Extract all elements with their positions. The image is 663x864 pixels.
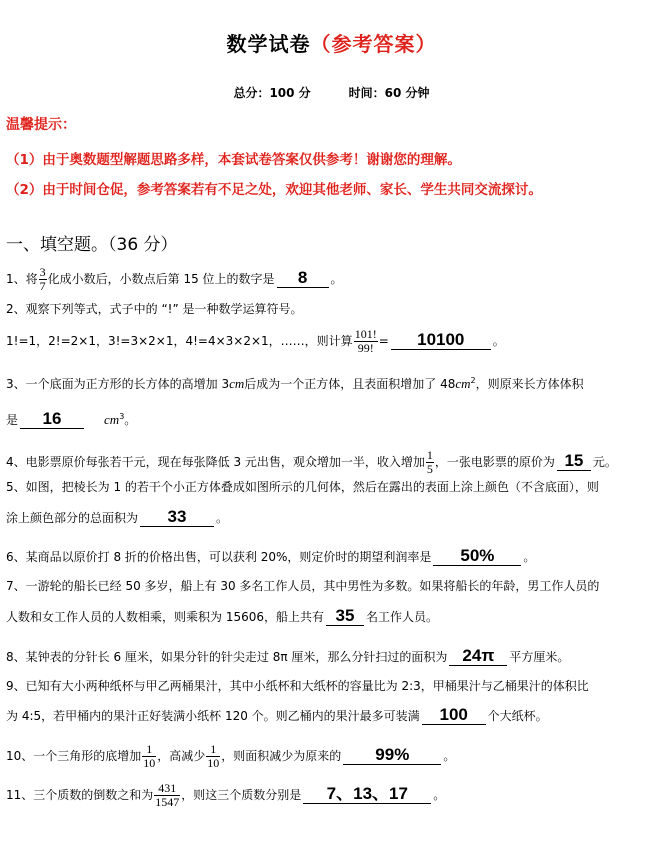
question-9-text: 9、已知有大小两种纸杯与甲乙两桶果汁，其中小纸杯和大纸杯的容量比为 2:3，甲桶果汁与乙桶果汁的体积比 (6, 679, 589, 693)
question-2: 1!=1，2!=2×1，3!=3×2×1，4!=4×3×2×1，……，则计算 $\frac{101!}{99!}$ = 10100 。 (6, 327, 505, 355)
question-7: 人数和女工作人员的人数相乘，则乘积为 15606，船上共有 35 名工作人员。 (6, 606, 439, 625)
answer-3: 16 (20, 410, 84, 429)
question-5: 涂上颜色部分的总面积为 33 。 (6, 507, 229, 526)
question-8: 8、某钟表的分针长 6 厘米，如果分针的针尖走过 8π 厘米，那么分针扫过的面积为 24π 平方厘米。 (6, 646, 570, 665)
answer-4: 15 (557, 452, 591, 471)
fraction: $\frac{431}{1547}$ (155, 781, 180, 809)
fraction: $\frac{1}{5}$ (426, 448, 433, 476)
title-main: 数学试卷 (226, 32, 311, 56)
question-2-text: 2、观察下列等式，式子中的 “!” 是一种数学运算符号。 (6, 302, 303, 316)
answer-8: 24π (449, 647, 507, 666)
time-limit: 时间：60 分钟 (348, 86, 430, 100)
score-time-line (0, 84, 663, 101)
answer-10: 99% (343, 746, 441, 765)
answer-5: 33 (140, 508, 214, 527)
fraction: $\frac{101!}{99!}$ (354, 327, 377, 355)
question-9: 为 4:5，若甲桶内的果汁正好装满小纸杯 120 个。则乙桶内的果汁最多可装满 100 个大纸杯。 (6, 705, 548, 724)
answer-6: 50% (433, 547, 521, 566)
question-5-text: 5、如图，把棱长为 1 的若干个小正方体叠成如图所示的几何体，然后在露出的表面上涂上颜色（不含底面），则 (6, 480, 599, 494)
answer-11: 7、13、17 (303, 785, 431, 804)
section-title: 一、填空题。（36 分） (6, 235, 178, 255)
question-6: 6、某商品以原价打 8 折的价格出售，可以获利 20%，则定价时的期望利润率是 50% 。 (6, 546, 536, 565)
tip-item-2: （2）由于时间仓促，参考答案若有不足之处，欢迎其他老师、家长、学生共同交流探讨。 (6, 182, 542, 198)
answer-2: 10100 (391, 331, 491, 350)
answer-1: 8 (277, 269, 329, 288)
title-answer-tag: （参考答案） (310, 32, 437, 56)
question-11: 11、三个质数的倒数之和为 $\frac{431}{1547}$ ，则这三个质数分别是 7、13、17 。 (6, 781, 446, 809)
question-3: 是 16 $cm^3$。 (6, 409, 137, 428)
fraction: $\frac{1}{10}$ (143, 742, 156, 770)
answer-7: 35 (326, 607, 364, 626)
fraction: $\frac{1}{10}$ (207, 742, 220, 770)
question-1: 1、将 $\frac{3}{7}$ 化成小数后，小数点后第 15 位上的数字是 8 。 (6, 265, 343, 293)
tips-heading: 温馨提示： (6, 117, 76, 133)
answer-9: 100 (422, 706, 486, 725)
question-10: 10、一个三角形的底增加 $\frac{1}{10}$ ，高减少 $\frac{1}{10}$ ，则面积减少为原来的 99% 。 (6, 742, 456, 770)
fraction: $\frac{3}{7}$ (39, 265, 46, 293)
question-7-text: 7、一游轮的船长已经 50 多岁，船上有 30 多名工作人员，其中男性为多数。如果将船长的年龄，男工作人员的 (6, 579, 600, 593)
page-title (0, 28, 663, 57)
question-4: 4、电影票原价每张若干元，现在每张降低 3 元出售，观众增加一半，收入增加 $\frac{1}{5}$ ，一张电影票的原价为 15 元。 (6, 448, 617, 476)
question-3-text: 3、一个底面为正方形的长方体的高增加 3cm后成为一个正方体，且表面积增加了 $48cm^2$，则原来长方体体积 (6, 376, 584, 391)
tip-item-1: （1）由于奥数题型解题思路多样，本套试卷答案仅供参考！谢谢您的理解。 (6, 152, 461, 168)
total-score: 总分：100 分 (233, 86, 311, 100)
